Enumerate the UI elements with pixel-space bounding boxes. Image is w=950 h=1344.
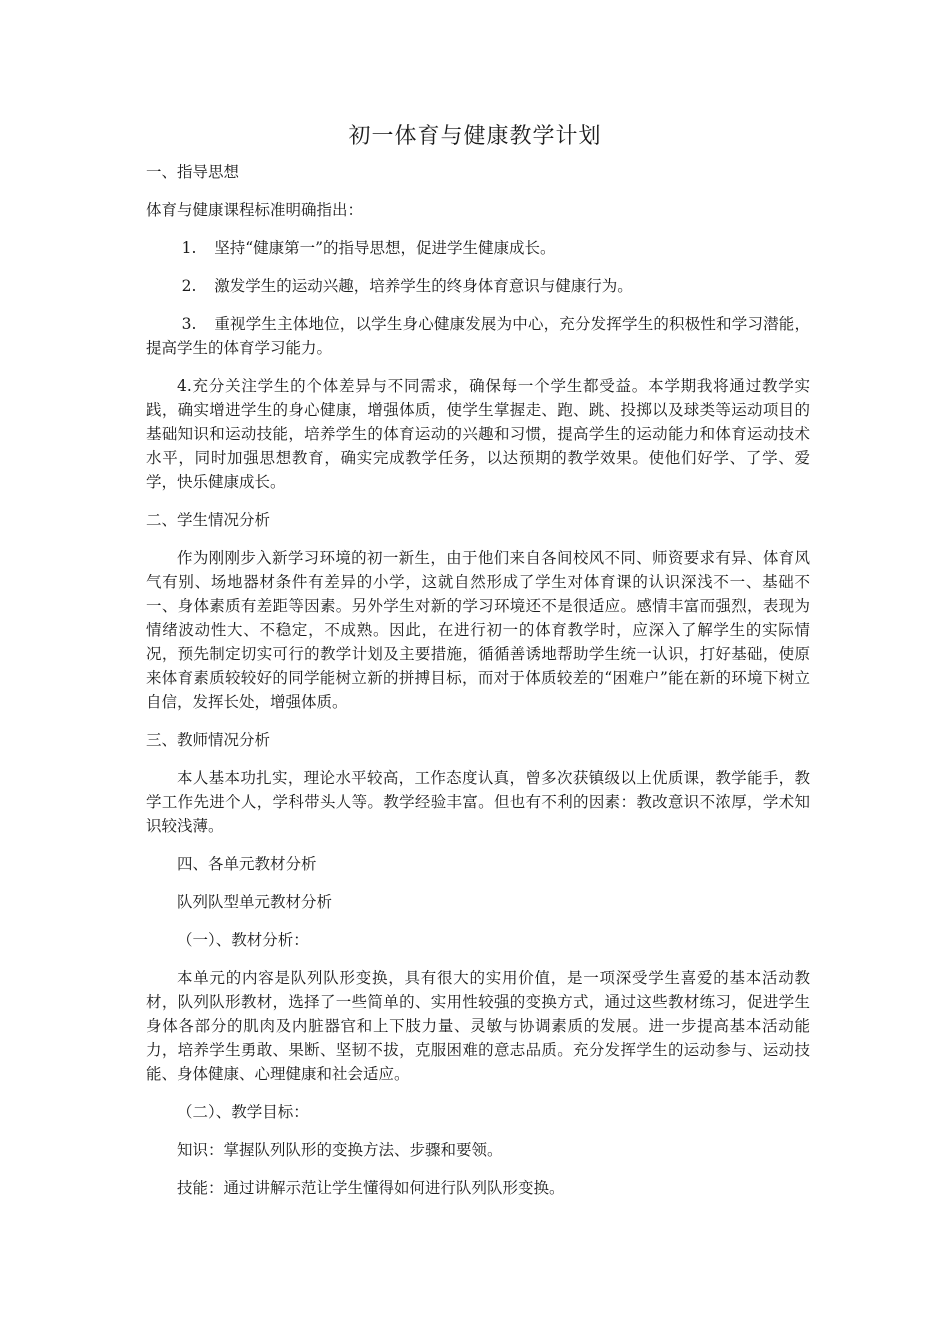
list-item-number: 3. (181, 315, 197, 333)
list-item (146, 312, 810, 360)
standards-intro: 体育与健康课程标准明确指出： (146, 201, 364, 219)
goal-skill: 技能：通过讲解示范让学生懂得如何进行队列队形变换。 (177, 1179, 565, 1197)
goal-knowledge: 知识：掌握队列队形的变换方法、步骤和要领。 (177, 1141, 503, 1159)
list-item-4-paragraph: 4.充分关注学生的个体差异与不同需求，确保每一个学生都受益。本学期我将通过教学实践，确实增进学生的身心健康，增强体质，使学生掌握走、跑、跳、投掷以及球类等运动项目的基础知识和运动技能，培养学生的体育运动的兴趣和习惯，提高学生的运动能力和体育运动技术水平，同时加强思想教育，确实完成教学任务，以达预期的教学效果。使他们好学、了学、爱学，快乐健康成长。 (146, 377, 810, 491)
section-heading-teacher-analysis: 三、教师情况分析 (146, 731, 271, 749)
section-heading-unit-analysis: 四、各单元教材分析 (177, 855, 317, 873)
list-item-text: 重视学生主体地位，以学生身心健康发展为中心，充分发挥学生的积极性和学习潜能，提高学生的体育学习能力。 (146, 315, 810, 357)
document-title: 初一体育与健康教学计划 (348, 124, 602, 149)
list-item-number: 2. (181, 277, 197, 295)
subheading-formation-unit: 队列队型单元教材分析 (177, 893, 333, 911)
subheading-material-analysis: （一）、教材分析： (177, 931, 309, 949)
list-item (146, 274, 810, 298)
student-analysis-paragraph: 作为刚刚步入新学习环境的初一新生，由于他们来自各间校风不同、师资要求有异、体育风气有别、场地器材条件有差异的小学，这就自然形成了学生对体育课的认识深浅不一、基础不一、身体素质有差距等因素。另外学生对新的学习环境还不是很适应。感情丰富而强烈，表现为情绪波动性大、不稳定，不成熟。因此，在进行初一的体育教学时，应深入了解学生的实际情况，预先制定切实可行的教学计划及主要措施，循循善诱地帮助学生统一认识，打好基础，使原来体育素质较较好的同学能树立新的拼搏目标，而对于体质较差的“困难户”能在新的环境下树立自信，发挥长处，增强体质。 (146, 549, 810, 711)
document-body (146, 160, 810, 1200)
material-analysis-paragraph: 本单元的内容是队列队形变换，具有很大的实用价值，是一项深受学生喜爱的基本活动教材，队列队形教材，选择了一些简单的、实用性较强的变换方式，通过这些教材练习，促进学生身体各部分的肌肉及内脏器官和上下肢力量、灵敏与协调素质的发展。进一步提高基本活动能力，培养学生勇敢、果断、坚韧不拔，克服困难的意志品质。充分发挥学生的运动参与、运动技能、身体健康、心理健康和社会适应。 (146, 969, 810, 1083)
subheading-teaching-goals: （二）、教学目标： (177, 1103, 309, 1121)
list-item-number: 1. (181, 239, 197, 257)
section-heading-guiding-thought: 一、指导思想 (146, 163, 240, 181)
teacher-analysis-paragraph: 本人基本功扎实，理论水平较高，工作态度认真，曾多次获镇级以上优质课，教学能手，教学工作先进个人，学科带头人等。教学经验丰富。但也有不利的因素：教改意识不浓厚，学术知识较浅薄。 (146, 769, 810, 835)
list-item-text: 坚持“健康第一”的指导思想，促进学生健康成长。 (214, 239, 556, 257)
list-item-text: 激发学生的运动兴趣，培养学生的终身体育意识与健康行为。 (214, 277, 633, 295)
section-heading-student-analysis: 二、学生情况分析 (146, 511, 271, 529)
list-item (146, 236, 810, 260)
